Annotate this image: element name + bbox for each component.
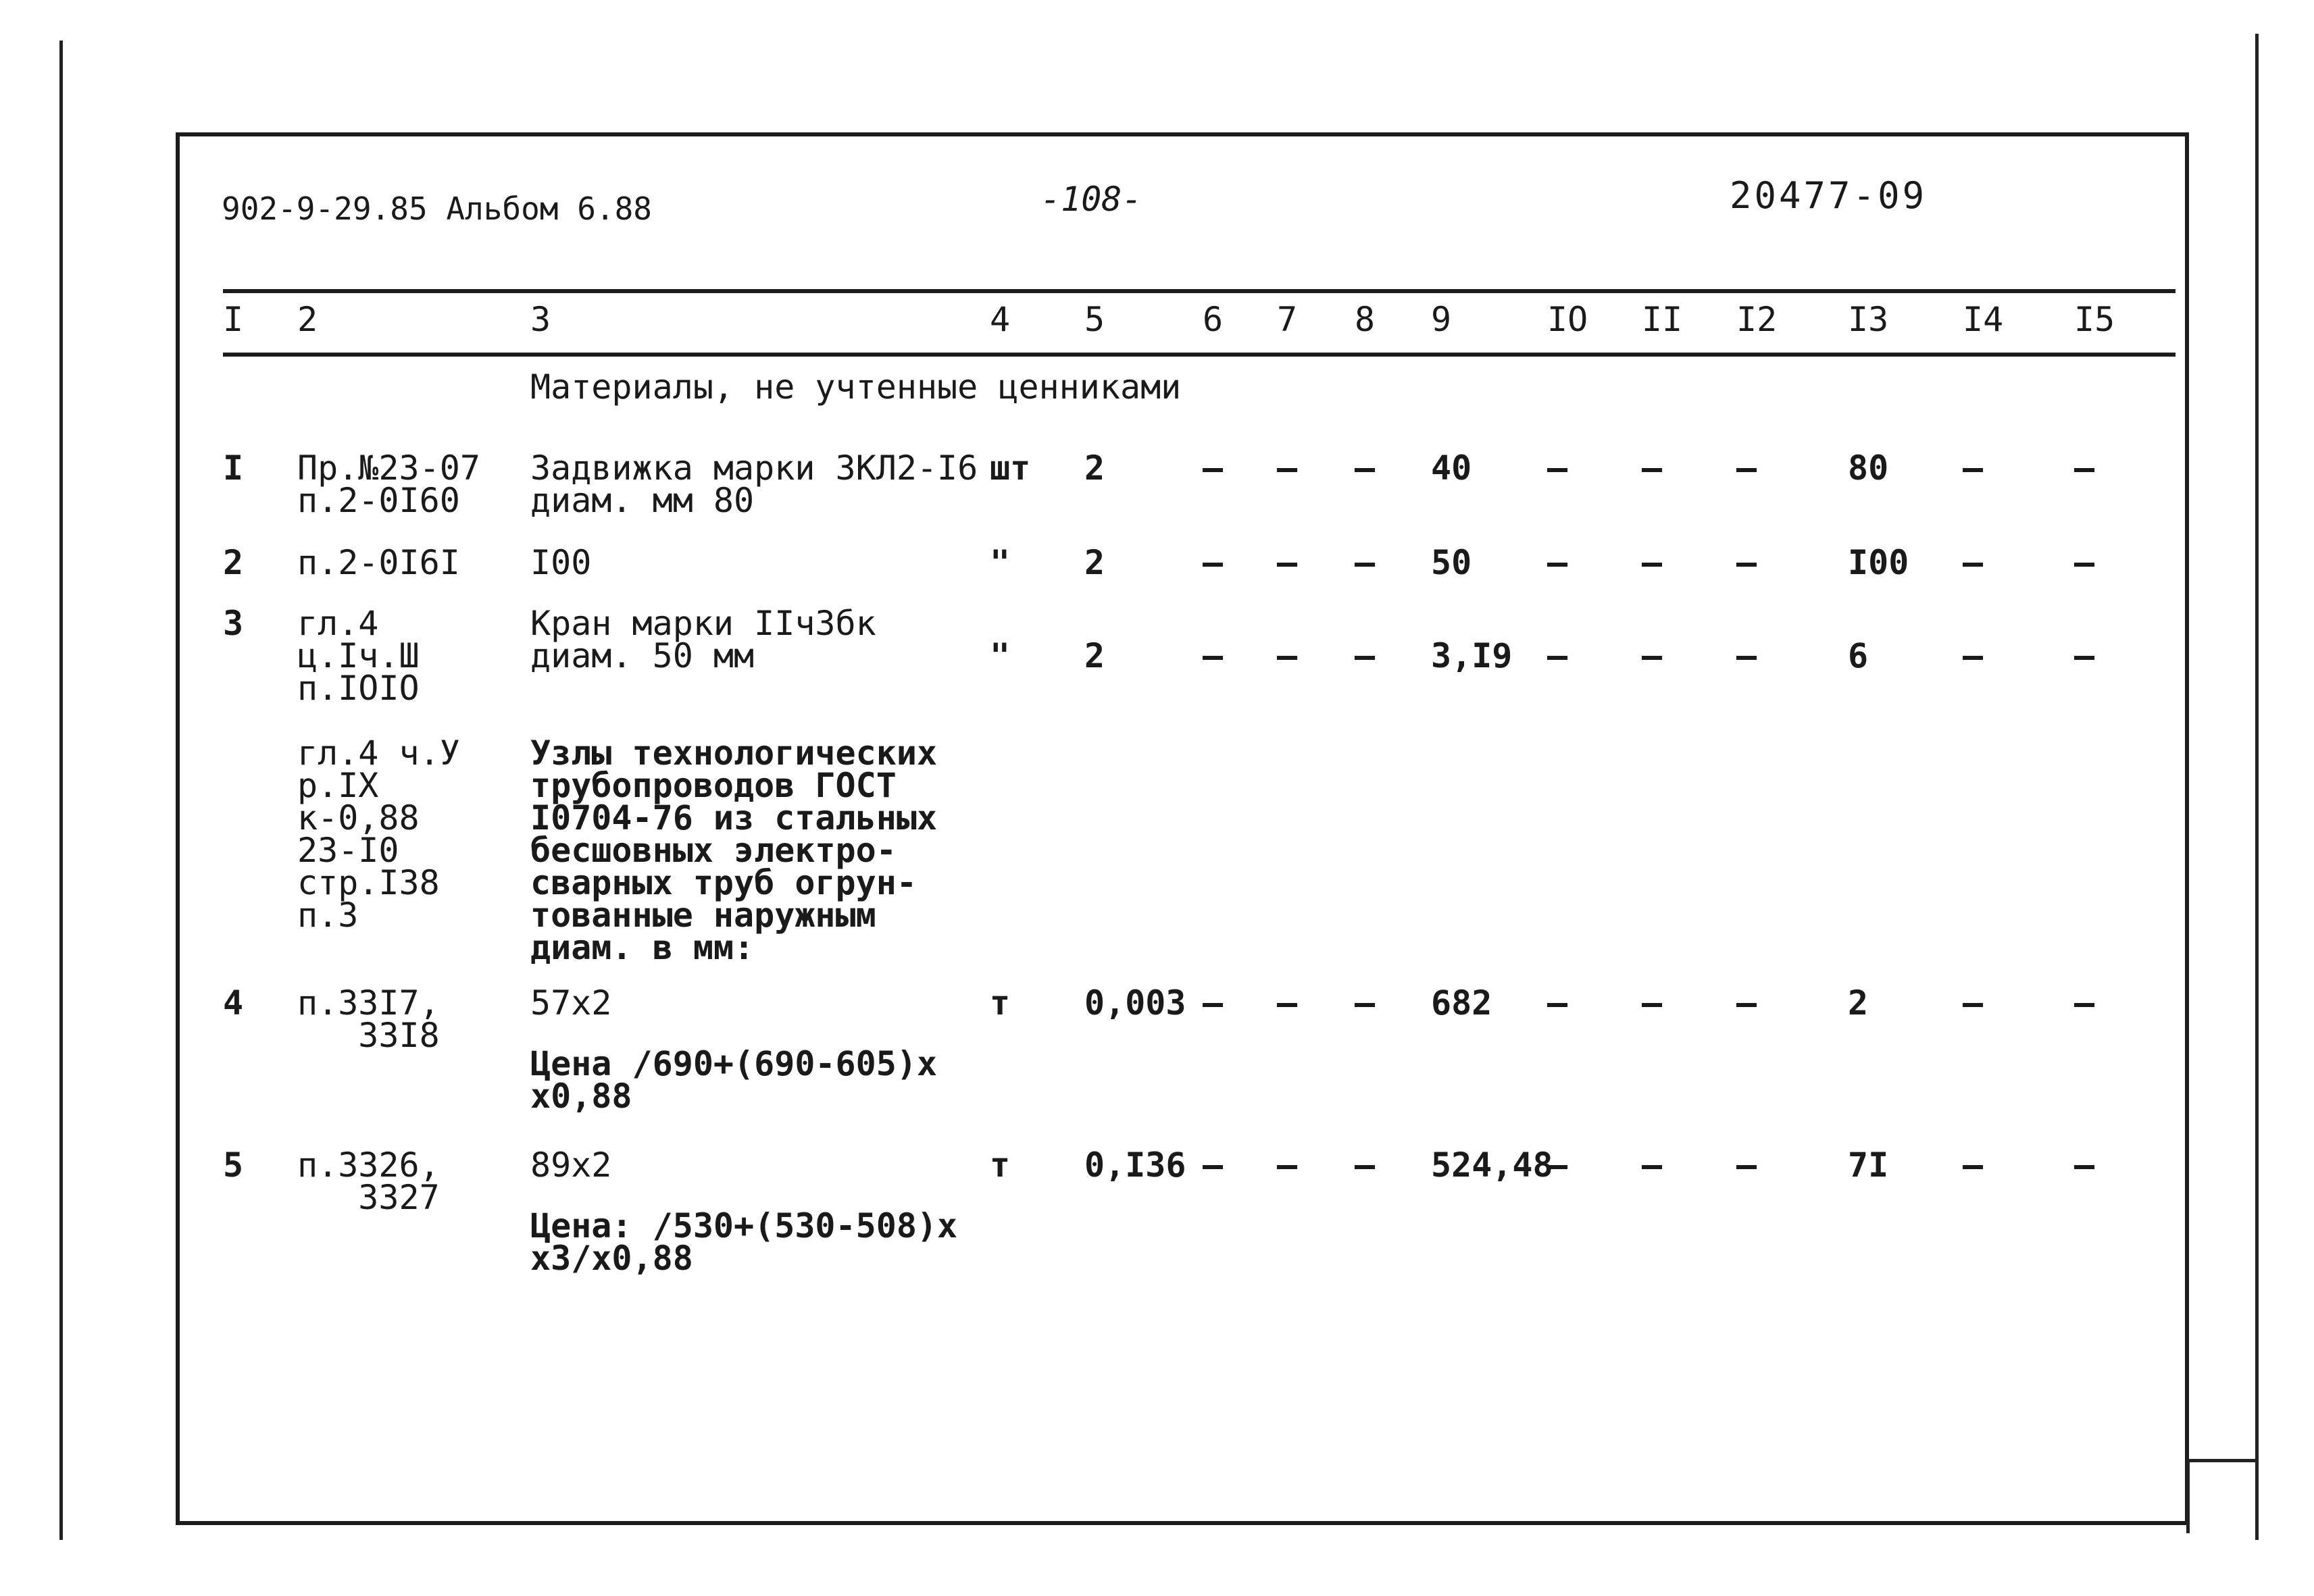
right-margin-line (2255, 34, 2259, 1540)
row-value-9: 3,I9 (1431, 636, 1513, 675)
row-reference: гл.4 (297, 604, 379, 643)
row-value-14: – (1963, 448, 1984, 488)
row-value-13: 7I (1848, 1145, 1889, 1185)
left-margin-line (59, 41, 63, 1540)
row-reference: п.2-0I60 (297, 481, 460, 520)
row-value-8: – (1355, 1145, 1376, 1185)
row-reference: п.33I7, (297, 983, 440, 1023)
row-value-6: – (1203, 636, 1224, 675)
row-price-note: x0,88 (530, 1077, 632, 1116)
row-unit: " (990, 636, 1011, 675)
row-price-note: x3/x0,88 (530, 1239, 693, 1278)
row-name: Задвижка марки ЗКЛ2-I6 (530, 448, 978, 488)
row-reference: к-0,88 (297, 798, 420, 838)
row-value-15: – (2074, 983, 2095, 1023)
row-name: диам. 50 мм (530, 636, 755, 675)
row-value-13: 2 (1848, 983, 1869, 1023)
column-header: 5 (1084, 300, 1105, 339)
row-value-10: – (1547, 543, 1568, 582)
row-value-6: – (1203, 983, 1224, 1023)
row-value-8: – (1355, 543, 1376, 582)
row-number: 3 (223, 604, 244, 643)
header-rule-top (223, 289, 2175, 293)
row-value-8: – (1355, 448, 1376, 488)
row-value-7: – (1277, 636, 1298, 675)
row-value-10: – (1547, 1145, 1568, 1185)
header-rule-bottom (223, 353, 2175, 357)
row-reference: ц.Iч.Ш (297, 636, 420, 675)
row-unit: шт (990, 448, 1031, 488)
document-frame (176, 132, 2189, 1525)
row-reference: Пр.№23-07 (297, 448, 480, 488)
row-value-9: 40 (1431, 448, 1472, 488)
row-quantity: 2 (1084, 543, 1105, 582)
row-number: 5 (223, 1145, 244, 1185)
row-price-note: Цена: /530+(530-508)x (530, 1206, 958, 1245)
row-name: диам. в мм: (530, 928, 755, 967)
row-reference: стр.I38 (297, 863, 440, 902)
row-name: I00 (530, 543, 592, 582)
column-header: IO (1547, 300, 1588, 339)
column-header: 6 (1203, 300, 1224, 339)
row-value-8: – (1355, 983, 1376, 1023)
row-value-15: – (2074, 448, 2095, 488)
row-value-7: – (1277, 448, 1298, 488)
row-value-8: – (1355, 636, 1376, 675)
row-number: 4 (223, 983, 244, 1023)
frame-corner-mark-vertical (2186, 1459, 2190, 1533)
row-value-14: – (1963, 983, 1984, 1023)
row-value-14: – (1963, 636, 1984, 675)
row-quantity: 2 (1084, 448, 1105, 488)
row-value-12: – (1736, 636, 1757, 675)
row-value-11: – (1642, 636, 1663, 675)
row-name: трубопроводов ГОСТ (530, 766, 897, 805)
column-header: I3 (1848, 300, 1889, 339)
row-value-11: – (1642, 448, 1663, 488)
row-value-11: – (1642, 1145, 1663, 1185)
row-value-15: – (2074, 543, 2095, 582)
row-value-12: – (1736, 448, 1757, 488)
row-reference: р.IX (297, 766, 379, 805)
row-name: 89x2 (530, 1145, 612, 1185)
row-value-7: – (1277, 543, 1298, 582)
row-price-note: Цена /690+(690-605)x (530, 1044, 938, 1083)
row-reference: п.IOIO (297, 669, 420, 708)
column-header: 2 (297, 300, 318, 339)
row-name: I0704-76 из стальных (530, 798, 938, 838)
row-value-9: 524,48 (1431, 1145, 1553, 1185)
row-value-10: – (1547, 448, 1568, 488)
frame-corner-mark (2189, 1459, 2257, 1462)
row-value-15: – (2074, 1145, 2095, 1185)
row-value-12: – (1736, 983, 1757, 1023)
row-name: тованные наружным (530, 896, 876, 935)
column-header: I2 (1736, 300, 1778, 339)
row-value-11: – (1642, 983, 1663, 1023)
row-reference: п.3 (297, 896, 359, 935)
row-value-7: – (1277, 1145, 1298, 1185)
row-name: Узлы технологических (530, 733, 938, 773)
row-value-6: – (1203, 448, 1224, 488)
row-quantity: 0,003 (1084, 983, 1186, 1023)
document-number: 20477-09 (1730, 174, 1928, 217)
row-name: бесшовных электро- (530, 831, 897, 870)
row-quantity: 0,I36 (1084, 1145, 1186, 1185)
row-reference: п.2-0I6I (297, 543, 460, 582)
row-unit: т (990, 983, 1011, 1023)
section-title: Материалы, не учтенные ценниками (530, 367, 1182, 407)
row-reference: гл.4 ч.У (297, 733, 460, 773)
row-value-12: – (1736, 1145, 1757, 1185)
column-header: I4 (1963, 300, 2004, 339)
row-quantity: 2 (1084, 636, 1105, 675)
row-value-10: – (1547, 636, 1568, 675)
row-value-13: 6 (1848, 636, 1869, 675)
column-header: 8 (1355, 300, 1376, 339)
row-value-6: – (1203, 1145, 1224, 1185)
column-header: 3 (530, 300, 551, 339)
column-header: I5 (2074, 300, 2115, 339)
row-value-14: – (1963, 543, 1984, 582)
row-number: 2 (223, 543, 244, 582)
row-name: Кран марки IIч3бк (530, 604, 876, 643)
row-value-11: – (1642, 543, 1663, 582)
row-value-9: 50 (1431, 543, 1472, 582)
row-value-7: – (1277, 983, 1298, 1023)
row-unit: т (990, 1145, 1011, 1185)
row-value-13: 80 (1848, 448, 1889, 488)
row-reference: 33I8 (297, 1016, 440, 1055)
row-value-9: 682 (1431, 983, 1492, 1023)
row-value-12: – (1736, 543, 1757, 582)
row-value-10: – (1547, 983, 1568, 1023)
row-value-6: – (1203, 543, 1224, 582)
column-header: 9 (1431, 300, 1452, 339)
document-code: 902-9-29.85 Альбом 6.88 (222, 190, 652, 227)
row-reference: п.3326, (297, 1145, 440, 1185)
row-reference: 23-I0 (297, 831, 399, 870)
row-unit: " (990, 543, 1011, 582)
column-header: I (223, 300, 244, 339)
row-reference: 3327 (297, 1178, 440, 1217)
row-value-15: – (2074, 636, 2095, 675)
row-number: I (223, 448, 244, 488)
row-name: 57x2 (530, 983, 612, 1023)
column-header: 4 (990, 300, 1011, 339)
column-header: II (1642, 300, 1683, 339)
column-header: 7 (1277, 300, 1298, 339)
row-name: сварных труб огрун- (530, 863, 917, 902)
row-name: диам. мм 80 (530, 481, 755, 520)
page-number: -108- (1040, 180, 1142, 219)
row-value-14: – (1963, 1145, 1984, 1185)
row-value-13: I00 (1848, 543, 1909, 582)
